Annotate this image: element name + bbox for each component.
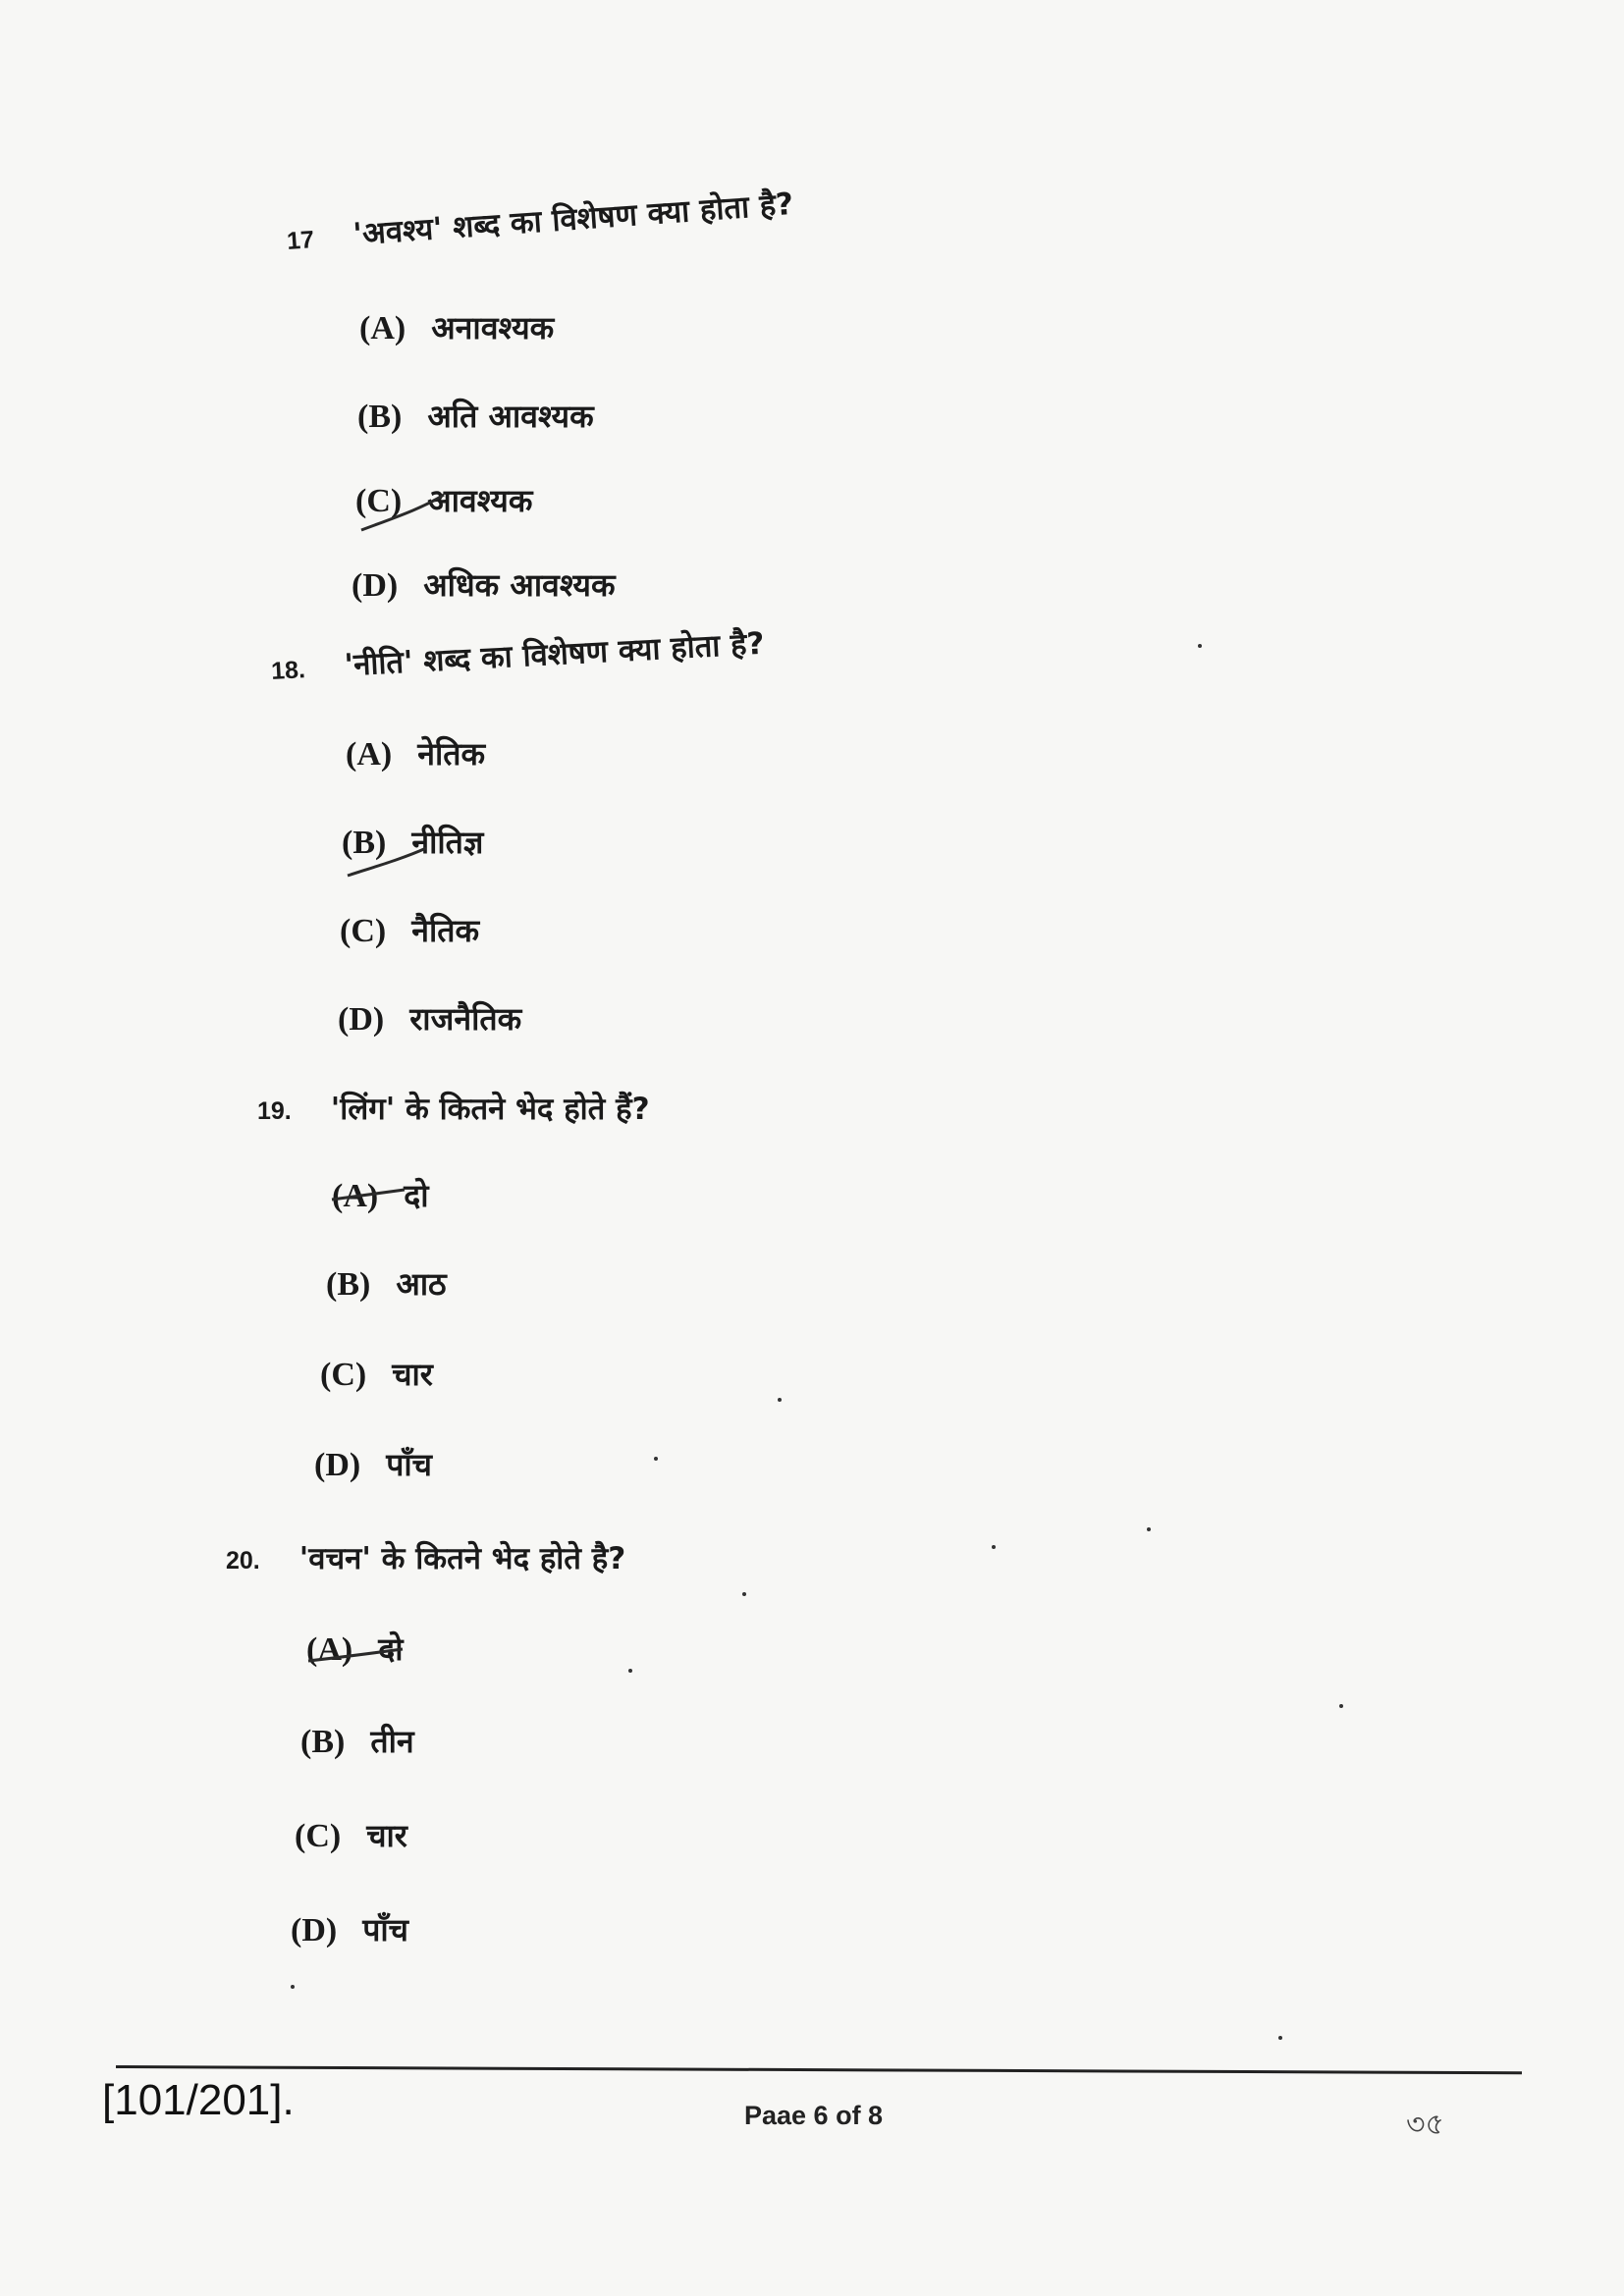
- q19-option-c: [320, 1353, 433, 1395]
- option-label: (B): [326, 1266, 371, 1303]
- scan-speck: [742, 1592, 746, 1596]
- option-text: नैतिक: [411, 912, 480, 949]
- option-label: (A): [359, 310, 406, 347]
- scan-speck: [1278, 2036, 1282, 2040]
- q17-option-d: [352, 563, 616, 606]
- question-number: 18.: [270, 656, 306, 685]
- question-20: [226, 1537, 625, 1578]
- option-text: चार: [392, 1356, 433, 1393]
- option-label: (B): [342, 825, 387, 861]
- footer-rule: [116, 2065, 1522, 2074]
- option-label: (B): [357, 399, 403, 435]
- question-18: [270, 622, 766, 689]
- option-text: नेतिक: [417, 735, 486, 773]
- option-text: अति आवश्यक: [427, 398, 594, 435]
- q19-option-d: [314, 1443, 432, 1485]
- question-number: 19.: [257, 1097, 292, 1125]
- question-19: [257, 1088, 650, 1129]
- option-text: तीन: [370, 1723, 414, 1760]
- question-number: 20.: [226, 1547, 260, 1575]
- question-text: 'अवश्य' शब्द का विशेषण क्या होता है?: [352, 186, 795, 253]
- scan-speck: [291, 1985, 295, 1989]
- option-text: अधिक आवश्यक: [423, 566, 616, 604]
- scan-speck: [654, 1457, 658, 1461]
- question-17: [286, 183, 795, 259]
- option-text: नीतिज्ञ: [411, 824, 484, 861]
- option-text: आठ: [396, 1265, 447, 1303]
- option-text: पाँच: [362, 1911, 408, 1949]
- page-number: Paae 6 of 8: [744, 2101, 884, 2130]
- q18-option-d: [338, 997, 521, 1040]
- q18-option-b: [342, 821, 483, 863]
- q20-option-a: [306, 1628, 403, 1670]
- option-label: (D): [338, 1001, 385, 1038]
- option-label: (C): [340, 913, 387, 949]
- q17-option-c: [355, 479, 532, 521]
- question-text: 'लिंग' के कितने भेद होते हैं?: [330, 1092, 650, 1127]
- option-text: दो: [378, 1630, 404, 1668]
- q19-option-b: [326, 1262, 447, 1305]
- scan-speck: [778, 1398, 782, 1402]
- scan-speck: [1198, 644, 1202, 648]
- option-label: (D): [291, 1912, 338, 1949]
- option-text: पाँच: [386, 1446, 432, 1483]
- option-text: अनावश्यक: [431, 309, 555, 347]
- scan-speck: [1147, 1527, 1151, 1531]
- question-text: 'वचन' के कितने भेद होते है?: [298, 1541, 626, 1576]
- scan-speck: [628, 1669, 632, 1673]
- option-label: (C): [320, 1357, 367, 1393]
- q20-option-b: [300, 1720, 414, 1762]
- option-text: चार: [366, 1817, 407, 1854]
- q20-option-d: [291, 1908, 408, 1950]
- option-label: (A): [306, 1631, 353, 1668]
- question-number: 17: [286, 226, 315, 255]
- scan-speck: [1339, 1704, 1343, 1708]
- option-label: (C): [295, 1818, 342, 1854]
- option-label: (C): [355, 483, 403, 519]
- option-label: (B): [300, 1724, 346, 1760]
- option-label: (A): [332, 1178, 379, 1214]
- q19-option-a: [332, 1174, 428, 1216]
- paper-code: [101/201].: [102, 2076, 295, 2124]
- scan-speck: [992, 1545, 996, 1549]
- q17-option-b: [357, 395, 594, 437]
- option-label: (D): [314, 1447, 361, 1483]
- q17-option-a: [359, 306, 554, 348]
- option-label: (A): [346, 736, 393, 773]
- option-text: आवश्यक: [427, 482, 533, 519]
- option-text: राजनैतिक: [409, 1000, 522, 1038]
- q18-option-c: [340, 909, 479, 951]
- q20-option-c: [295, 1814, 407, 1856]
- option-text: दो: [404, 1177, 429, 1214]
- question-text: 'नीति' शब्द का विशेषण क्या होता है?: [343, 625, 766, 684]
- corner-mark: ৩৫: [1406, 2109, 1444, 2141]
- option-label: (D): [352, 567, 399, 604]
- q18-option-a: [346, 732, 485, 774]
